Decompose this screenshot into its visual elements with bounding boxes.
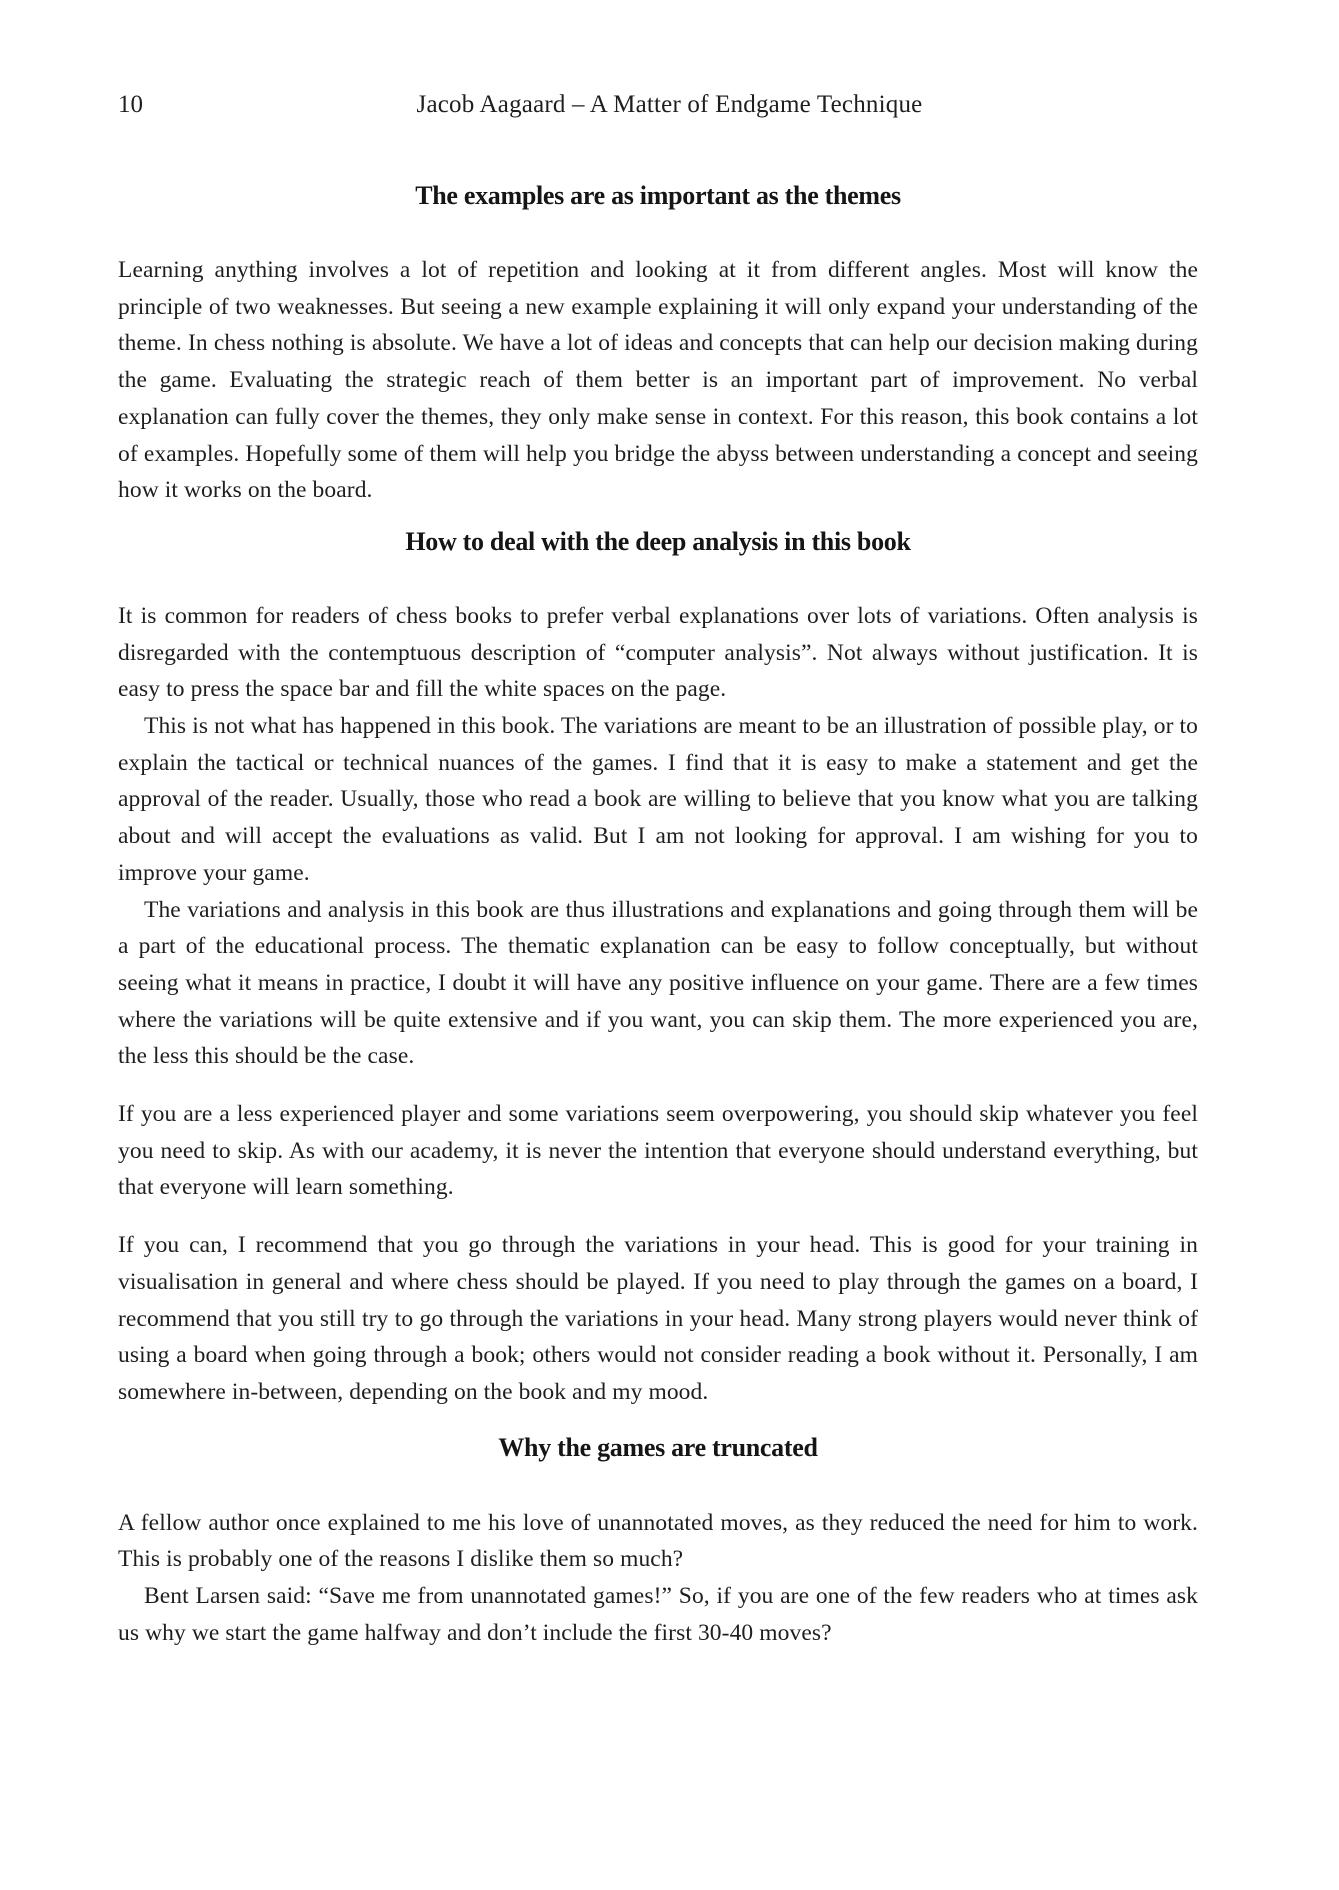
section-heading-examples: The examples are as important as the themes: [415, 181, 901, 210]
paragraph: Bent Larsen said: “Save me from unannotated games!” So, if you are one of the few readers who at times ask us why we start the game halfway and don’t include the first 30-40 moves?: [118, 1583, 1198, 1646]
running-header: Jacob Aagaard – A Matter of Endgame Technique: [416, 91, 923, 118]
paragraph: If you are a less experienced player and some variations seem overpowering, you should skip whatever you feel you need to skip. As with our academy, it is never the intention that everyone should understand everything, but that everyone will learn something.: [118, 1101, 1198, 1201]
page-number: 10: [118, 91, 143, 118]
page-content: [118, 0, 1198, 1652]
section-heading-deep-analysis: How to deal with the deep analysis in this book: [405, 526, 911, 556]
paragraph: The variations and analysis in this book are thus illustrations and explanations and going through them will be a part of the educational process. The thematic explanation can be easy to follow conceptually, but without seeing what it means in practice, I doubt it will have any positive influence on your game. There are a few times where the variations will be quite extensive and if you want, you can skip them. The more experienced you are, the less this should be the case.: [118, 896, 1198, 1070]
paragraph: A fellow author once explained to me his love of unannotated moves, as they reduced the need for him to work. This is probably one of the reasons I dislike them so much?: [118, 1509, 1198, 1573]
paragraph: Learning anything involves a lot of repetition and looking at it from different angles. Most will know the principle of two weaknesses. But seeing a new example explaining it will only expand your understanding of the theme. In chess nothing is absolute. We have a lot of ideas and concepts that can help our decision making during the game. Evaluating the strategic reach of them better is an important part of improvement. No verbal explanation can fully cover the themes, they only make sense in context. For this reason, this book contains a lot of examples. Hopefully some of them will help you bridge the abyss between understanding a concept and seeing how it works on the board.: [118, 257, 1198, 504]
section-heading-truncated-games: Why the games are truncated: [498, 1432, 818, 1462]
paragraph: This is not what has happened in this book. The variations are meant to be an illustration of possible play, or to explain the tactical or technical nuances of the games. I find that it is easy to make a statement and get the approval of the reader. Usually, those who read a book are willing to believe that you know what you are talking about and will accept the evaluations as valid. But I am not looking for approval. I am wishing for you to improve your game.: [118, 713, 1198, 886]
paragraph: If you can, I recommend that you go through the variations in your head. This is good for your training in visualisation in general and where chess should be played. If you need to play through the games on a board, I recommend that you still try to go through the variations in your head. Many strong players would never think of using a board when going through a book; others would not consider reading a book without it. Personally, I am somewhere in-between, depending on the book and my mood.: [118, 1232, 1198, 1405]
paragraph: It is common for readers of chess books to prefer verbal explanations over lots of variations. Often analysis is disregarded with the contemptuous description of “computer analysis”. Not always without justification. It is easy to press the space bar and fill the white spaces on the page.: [118, 602, 1198, 703]
